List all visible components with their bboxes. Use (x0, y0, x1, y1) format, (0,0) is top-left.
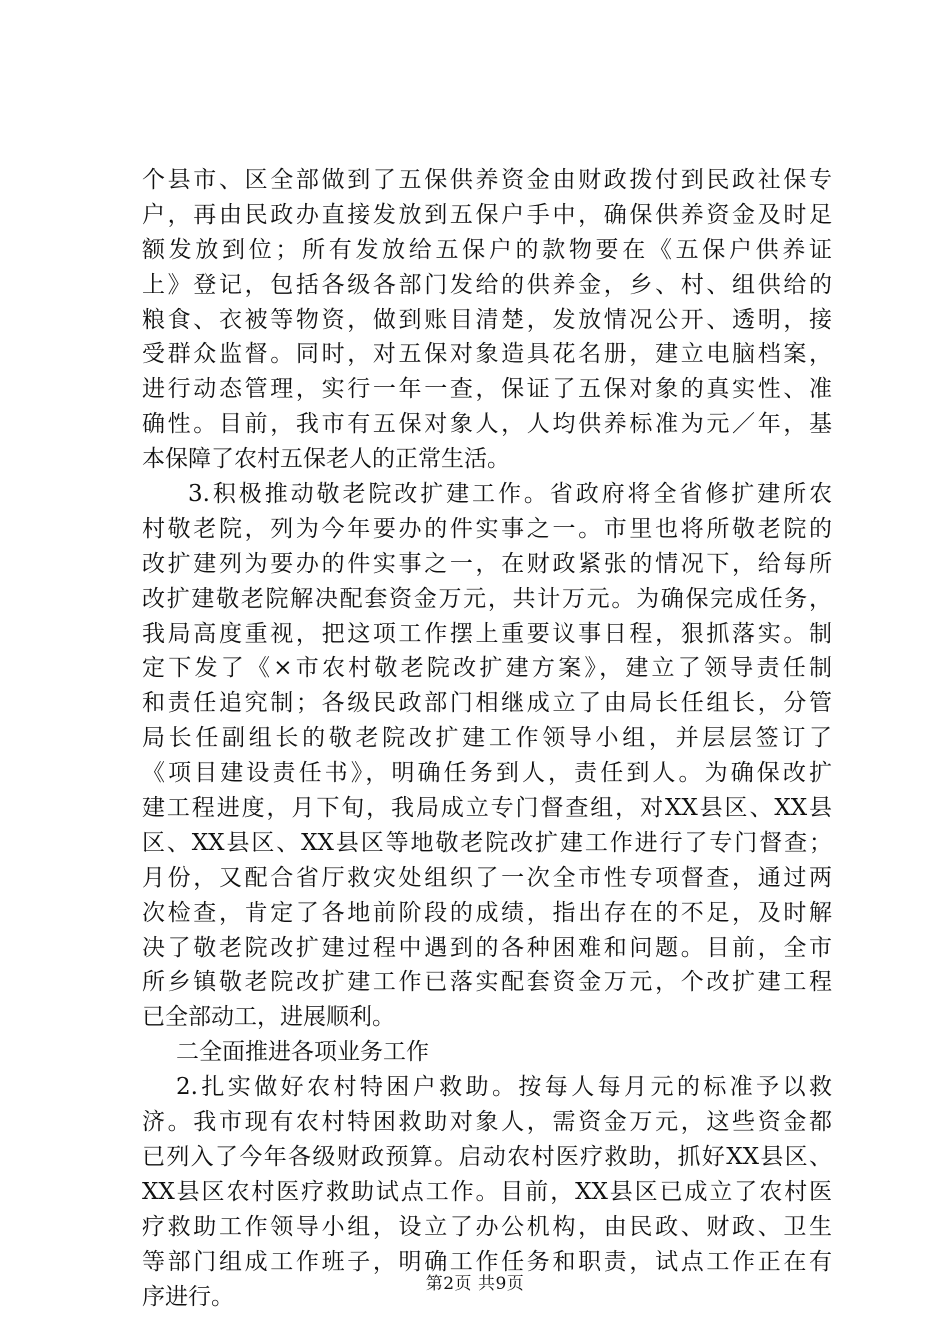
text-line: 等部门组成工作班子，明确工作任务和职责，试点工作正在有 (142, 1248, 832, 1275)
text-line: 《项目建设责任书》，明确任务到人，责任到人。为确保改扩 (142, 760, 832, 787)
text-line: 所乡镇敬老院改扩建工作已落实配套资金万元，个改扩建工程 (142, 969, 832, 996)
text-line: 我局高度重视，把这项工作摆上重要议事日程，狠抓落实。制 (142, 620, 832, 647)
text-line: 本保障了农村五保老人的正常生活。 (142, 446, 510, 473)
text-line: 个县市、区全部做到了五保供养资金由财政拨付到民政社保专 (142, 167, 832, 193)
text-line: 改扩建敬老院解决配套资金万元，共计万元。为确保完成任务， (142, 585, 832, 612)
section-heading: 二全面推进各项业务工作 (176, 1039, 429, 1066)
text-line: 疗救助工作领导小组，设立了办公机构，由民政、财政、卫生 (142, 1213, 832, 1240)
text-line: 定下发了《×市农村敬老院改扩建方案》，建立了领导责任制 (142, 655, 832, 682)
paragraph-heading-line: 2.扎实做好农村特困户救助。按每人每月元的标准予以救 (176, 1074, 832, 1101)
page-number-footer: 第2页 共9页 (425, 1274, 525, 1294)
text-line: 确性。目前，我市有五保对象人，人均供养标准为元／年，基 (142, 411, 832, 438)
text-line: 月份，又配合省厅救灾处组织了一次全市性专项督查，通过两 (142, 864, 832, 891)
text-line: 局长任副组长的敬老院改扩建工作领导小组，并层层签订了 (142, 725, 832, 752)
text-line: 进行动态管理，实行一年一查，保证了五保对象的真实性、准 (142, 376, 832, 403)
paragraph-heading-line: 3.积极推动敬老院改扩建工作。省政府将全省修扩建所农 (188, 481, 832, 508)
text-line: 改扩建列为要办的件实事之一，在财政紧张的情况下，给每所 (142, 550, 832, 577)
text-line: 区、XX县区、XX县区等地敬老院改扩建工作进行了专门督查； (142, 829, 832, 856)
text-line: 受群众监督。同时，对五保对象造具花名册，建立电脑档案， (142, 341, 832, 368)
text-line: 村敬老院，列为今年要办的件实事之一。市里也将所敬老院的 (142, 515, 832, 542)
document-body (142, 163, 832, 1314)
text-line: XX县区农村医疗救助试点工作。目前，XX县区已成立了农村医 (142, 1178, 832, 1205)
text-line: 济。我市现有农村特困救助对象人，需资金万元，这些资金都 (142, 1109, 832, 1136)
text-line: 户，再由民政办直接发放到五保户手中，确保供养资金及时足 (142, 201, 832, 228)
text-line: 已全部动工，进展顺利。 (142, 1004, 395, 1031)
text-line: 和责任追究制；各级民政部门相继成立了由局长任组长，分管 (142, 690, 832, 717)
text-line: 上》登记，包括各级各部门发给的供养金，乡、村、组供给的 (142, 271, 832, 298)
text-line: 粮食、衣被等物资，做到账目清楚，发放情况公开、透明，接 (142, 306, 832, 333)
text-line: 额发放到位；所有发放给五保户的款物要在《五保户供养证 (142, 236, 832, 263)
text-line: 建工程进度，月下旬，我局成立专门督查组，对XX县区、XX县 (142, 795, 832, 822)
text-line: 序进行。 (142, 1283, 234, 1310)
text-line: 已列入了今年各级财政预算。启动农村医疗救助，抓好XX县区、 (142, 1143, 832, 1170)
text-line: 决了敬老院改扩建过程中遇到的各种困难和问题。目前，全市 (142, 934, 832, 961)
text-line: 次检查，肯定了各地前阶段的成绩，指出存在的不足，及时解 (142, 899, 832, 926)
